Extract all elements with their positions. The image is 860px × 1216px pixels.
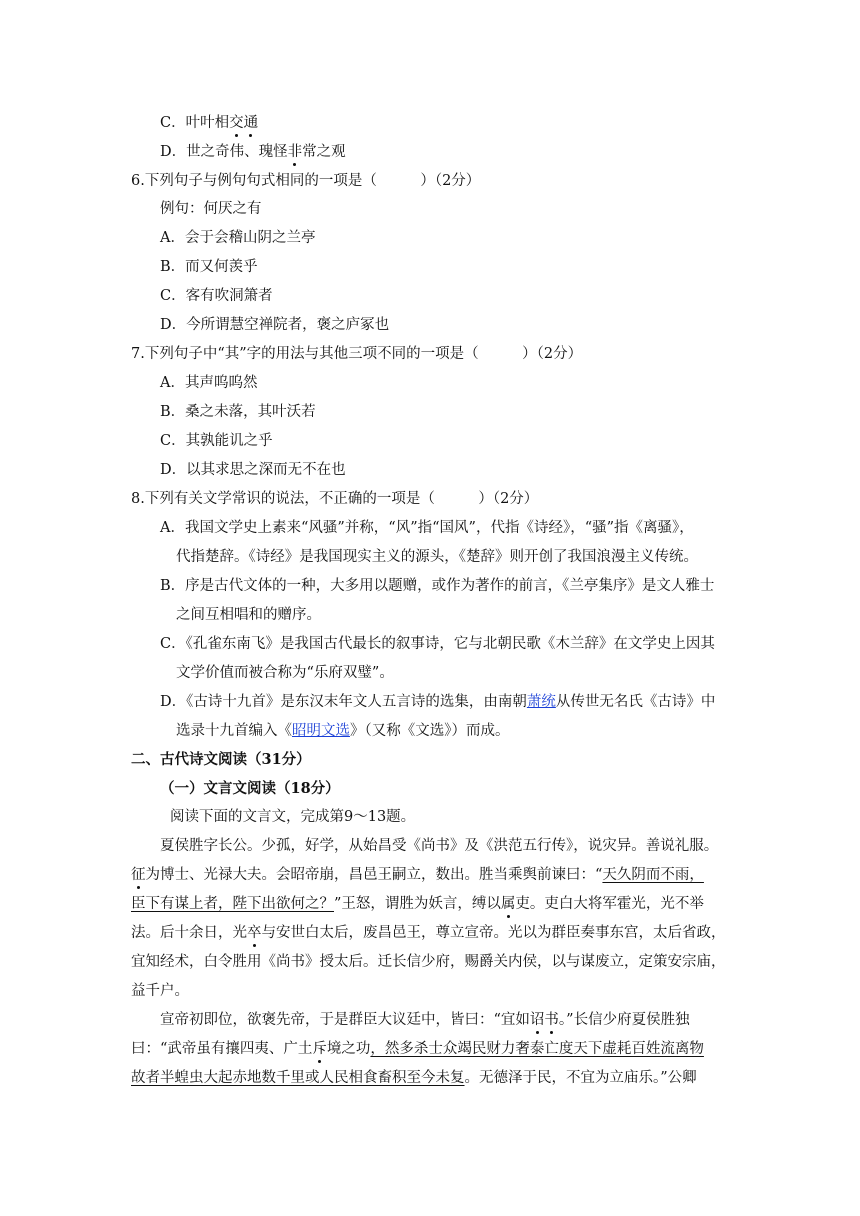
q5-option-c bbox=[160, 114, 258, 132]
zhaoming-wenxuan-link[interactable]: 昭明文选 bbox=[292, 723, 350, 739]
q8-option-a-line2: 代指楚辞。《诗经》是我国现实主义的源头，《楚辞》则开创了我国浪漫主义传统。 bbox=[176, 549, 698, 565]
emphasis-char: 征 bbox=[131, 867, 146, 883]
q7-option-c: C．其孰能讥之乎 bbox=[160, 433, 273, 449]
passage-p2-line1 bbox=[160, 1011, 690, 1029]
emphasis-char: 非 bbox=[287, 144, 303, 160]
passage-text: 。”长信少府夏侯胜独 bbox=[558, 1012, 690, 1028]
q8-option-b-line1: B．序是古代文体的一种，大多用以题赠，或作为著作的前言，《兰亭集序》是文人雅士 bbox=[160, 578, 715, 594]
underlined-sentence: 臣下有谋上者，陛下出欲何之？ bbox=[131, 896, 334, 912]
q8-option-d-line1 bbox=[160, 693, 715, 711]
q5-option-d-text-tail: 常之观 bbox=[302, 144, 346, 160]
q8-option-d-text-tail: 从传世无名氏《古诗》中 bbox=[555, 694, 716, 710]
emphasis-char: 斥 bbox=[312, 1041, 327, 1057]
q8-option-d2-text-tail: 》（又称《文选》）而成。 bbox=[350, 723, 510, 739]
section-title: 二、古代诗文阅读（31分） bbox=[131, 751, 311, 768]
emphasis-char: 卒 bbox=[247, 925, 262, 941]
passage-p1-line1: 夏侯胜字长公。少孤，好学，从始昌受《尚书》及《洪范五行传》，说灾异。善说礼服。 bbox=[160, 838, 719, 854]
passage-p1-line4 bbox=[131, 924, 726, 942]
q8-option-d-line2 bbox=[176, 722, 510, 740]
underlined-sentence: 天久阴而不雨， bbox=[602, 867, 704, 883]
passage-text: 与安世白太后，废昌邑王，尊立宣帝。光以为群臣奏事东宫，太后省政， bbox=[261, 925, 726, 941]
passage-p2-line2 bbox=[131, 1040, 704, 1058]
q8-option-a-line1: A．我国文学史上素来“风骚”并称，“风”指“国风”，代指《诗经》，“骚”指《离骚》， bbox=[160, 520, 694, 536]
section-instruction: 阅读下面的文言文，完成第9～13题。 bbox=[170, 809, 416, 825]
q7-option-b: B．桑之未落，其叶沃若 bbox=[160, 404, 316, 420]
passage-p1-line2 bbox=[131, 866, 704, 884]
q6-stem: 6.下列句子与例句句式相同的一项是（ ）（2分） bbox=[131, 173, 481, 189]
q8-option-d2-text: 选录十九首编入《 bbox=[176, 723, 292, 739]
passage-text: 法。后十余日，光 bbox=[131, 925, 247, 941]
passage-text: 宣帝初即位，欲褒先帝，于是群臣大议廷中，皆曰：“宜如 bbox=[160, 1012, 530, 1028]
q7-option-a: A．其声呜呜然 bbox=[160, 375, 258, 391]
passage-text: ”王怒，谓胜为妖言，缚以 bbox=[334, 896, 501, 912]
q6-example: 例句：何厌之有 bbox=[160, 201, 262, 217]
q5-option-c-text: C．叶叶相 bbox=[160, 115, 230, 131]
emphasis-char: 交 bbox=[229, 115, 244, 131]
underlined-sentence: ，然多杀士众竭民财力奢泰亡度天下虚耗百姓流离物 bbox=[370, 1041, 704, 1057]
q7-option-d: D．以其求思之深而无不在也 bbox=[160, 462, 346, 478]
xiaotong-link[interactable]: 萧统 bbox=[526, 694, 556, 710]
underlined-sentence: 故者半蝗虫大起赤地数千里或人民相食畜积至今未复 bbox=[131, 1070, 465, 1086]
passage-text: 曰：“武帝虽有攘四夷、广土 bbox=[131, 1041, 313, 1057]
emphasis-char: 通 bbox=[243, 115, 259, 131]
emphasis-char: 属 bbox=[500, 896, 516, 912]
q6-option-a: A．会于会稽山阴之兰亭 bbox=[160, 230, 316, 246]
q6-option-d: D．今所谓慧空禅院者，褒之庐冢也 bbox=[160, 317, 390, 333]
passage-p1-line5: 宜知经术，白令胜用《尚书》授太后。迁长信少府，赐爵关内侯，以与谋废立，定策安宗庙， bbox=[131, 954, 726, 970]
q5-option-d bbox=[160, 143, 346, 161]
passage-text: 境之功 bbox=[326, 1041, 371, 1057]
q8-option-d-text: D．《古诗十九首》是东汉末年文人五言诗的选集，由南朝 bbox=[160, 694, 527, 710]
passage-p1-line3 bbox=[131, 895, 704, 913]
q8-stem: 8.下列有关文学常识的说法，不正确的一项是（ ）（2分） bbox=[131, 491, 539, 507]
emphasis-char: 诏 bbox=[529, 1012, 545, 1028]
passage-p1-line6: 益千户。 bbox=[131, 983, 189, 999]
q8-option-c-line2: 文学价值而被合称为“乐府双璧”。 bbox=[176, 665, 394, 681]
passage-text: 为博士、光禄大夫。会昭帝崩，昌邑王嗣立，数出。胜当乘舆前谏曰：“ bbox=[145, 867, 603, 883]
passage-text: 吏。吏白大将军霍光，光不举 bbox=[515, 896, 704, 912]
q5-option-d-text: D．世之奇伟、瑰怪 bbox=[160, 144, 288, 160]
passage-text: 。无德泽于民，不宜为立庙乐。”公卿 bbox=[464, 1070, 697, 1086]
q6-option-c: C．客有吹洞箫者 bbox=[160, 288, 273, 304]
emphasis-char: 书 bbox=[544, 1012, 559, 1028]
q8-option-b-line2: 之间互相唱和的赠序。 bbox=[176, 607, 321, 623]
q7-stem: 7.下列句子中“其”字的用法与其他三项不同的一项是（ ）（2分） bbox=[131, 346, 583, 362]
q8-option-c-line1: C．《孔雀东南飞》是我国古代最长的叙事诗，它与北朝民歌《木兰辞》在文学史上因其 bbox=[160, 636, 715, 652]
passage-p2-line3 bbox=[131, 1069, 697, 1087]
section-subtitle: （一）文言文阅读（18分） bbox=[160, 780, 340, 797]
q6-option-b: B．而又何羡乎 bbox=[160, 259, 258, 275]
